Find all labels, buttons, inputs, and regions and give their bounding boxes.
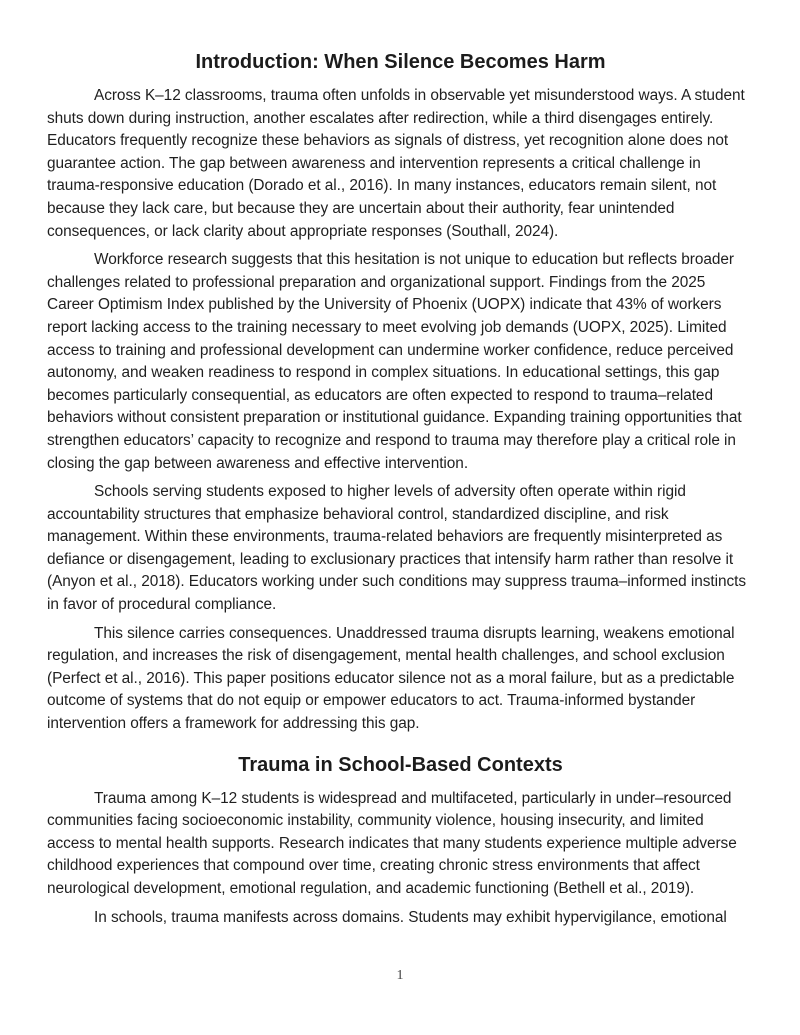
intro-paragraph-1: Across K–12 classrooms, trauma often unfolds in observable yet misunderstood ways. A student shuts down during instruction, another escalates after redirection, while a third disengages entirely. Educators frequently recognize these behaviors as signals of distress, yet recognition alone does not guarantee action. The gap between awareness and intervention represents a critical challenge in trauma-responsive education (Dorado et al., 2016). In many instances, educators remain silent, not because they lack care, but because they are uncertain about their authority, fear unintended consequences, or lack clarity about appropriate responses (Southall, 2024). [47,87,745,240]
section-heading-trauma: Trauma in School-Based Contexts [238,753,563,776]
trauma-paragraph-1: Trauma among K–12 students is widespread and multifaceted, particularly in under–resourced communities facing socioeconomic instability, community violence, housing insecurity, and limited access to mental health supports. Research indicates that many students experience multiple adverse childhood experiences that compound over time, creating chronic stress environments that affect neurological development, emotional regulation, and academic functioning (Bethell et al., 2019). [47,789,737,897]
page-number: 1 [396,968,404,983]
intro-paragraph-4: This silence carries consequences. Unaddressed trauma disrupts learning, weakens emotional regulation, and increases the risk of disengagement, mental health challenges, and school exclusion (Perfect et al., 2016). This paper positions educator silence not as a moral failure, but as a predictable outcome of systems that do not equip or empower educators to act. Trauma-informed bystander intervention offers a framework for addressing this gap. [47,624,735,733]
page-content [47,49,754,935]
intro-paragraph-3: Schools serving students exposed to higher levels of adversity often operate within rigid accountability structures that emphasize behavioral control, standardized discipline, and risk management. Within these environments, trauma-related behaviors are frequently misinterpreted as defiance or disengagement, leading to exclusionary practices that intensify harm rather than resolve it (Anyon et al., 2018). Educators working under such conditions may suppress trauma–informed instincts in favor of procedural compliance. [47,483,747,614]
section-heading-introduction: Introduction: When Silence Becomes Harm [195,51,606,73]
intro-paragraph-2: Workforce research suggests that this hesitation is not unique to education but reflects broader challenges related to professional preparation and organizational support. Findings from the 2025 Career Optimism Index published by the University of Phoenix (UOPX) indicate that 43% of workers report lacking access to the training necessary to meet evolving job demands (UOPX, 2025). Limited access to training and professional development can undermine worker confidence, reduce perceived autonomy, and weaken readiness to respond in complex situations. In educational settings, this gap becomes particularly consequential, as educators are often expected to respond to trauma–related behaviors without consistent preparation or institutional guidance. Expanding training opportunities that strengthen educators’ capacity to recognize and respond to trauma may therefore play a critical role in closing the gap between awareness and effective intervention. [47,251,742,472]
trauma-paragraph-2: In schools, trauma manifests across domains. Students may exhibit hypervigilance, emotional [94,908,727,926]
